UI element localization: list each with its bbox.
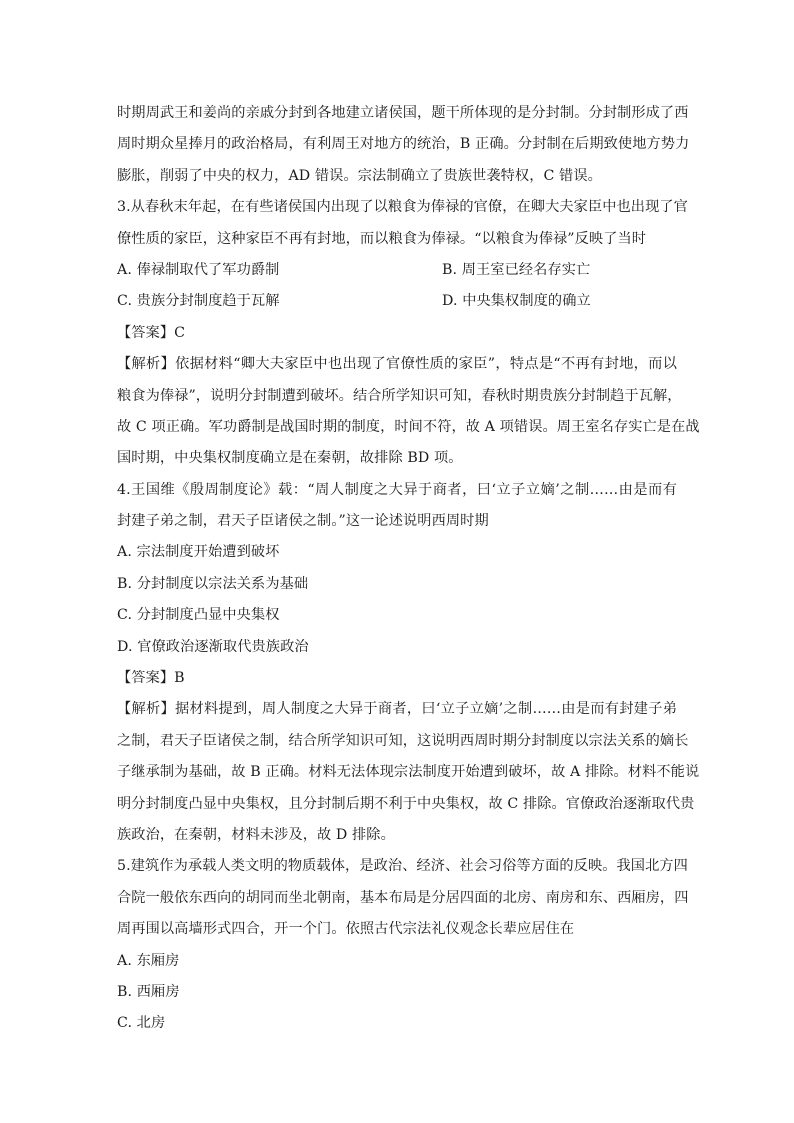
- q5-option-a: A. 东厢房: [117, 952, 180, 969]
- q4-stem-line-1: 4.王国维《殷周制度论》载：“周人制度之大异于商者，曰‘立子立嫡’之制……由是而有: [117, 481, 677, 498]
- q2-analysis-line-2: 周时期众星捧月的政治格局，有利周王对地方的统治，B 正确。分封制在后期致使地方势力: [117, 136, 690, 153]
- q3-option-d: D. 中央集权制度的确立: [442, 293, 591, 310]
- q4-stem-line-2: 封建子弟之制，君天子臣诸侯之制。”这一论述说明西周时期: [117, 513, 489, 530]
- q3-stem-line-2: 僚性质的家臣，这种家臣不再有封地，而以粮食为俸禄。“以粮食为俸禄”反映了当时: [117, 230, 647, 247]
- q4-analysis-line-3: 子继承制为基础，故 B 正确。材料无法体现宗法制度开始遭到破坏，故 A 排除。材料不能说: [117, 764, 700, 781]
- q3-analysis-line-2: 粮食为俸禄”，说明分封制遭到破坏。结合所学知识可知，春秋时期贵族分封制趋于瓦解，: [117, 387, 682, 404]
- q5-stem-line-2: 合院一般依东西向的胡同而坐北朝南，基本布局是分居四面的北房、南房和东、西厢房，四: [117, 889, 689, 906]
- q3-analysis-line-4: 国时期，中央集权制度确立是在秦朝，故排除 BD 项。: [117, 450, 463, 467]
- q3-analysis-line-1: 【解析】依据材料“卿大夫家臣中也出现了官僚性质的家臣”，特点是“不再有封地，而以: [117, 356, 677, 373]
- q2-analysis-line-1: 时期周武王和姜尚的亲戚分封到各地建立诸侯国，题干所体现的是分封制。分封制形成了西: [117, 105, 689, 121]
- document-content: [117, 98, 700, 1040]
- q4-analysis-line-5: 族政治，在秦朝，材料未涉及，故 D 排除。: [117, 826, 395, 843]
- q3-options-row-2: [117, 286, 677, 317]
- q4-option-b: B. 分封制度以宗法关系为基础: [117, 575, 309, 592]
- q5-option-c: C. 北房: [117, 1015, 166, 1032]
- q3-analysis-line-3: 故 C 项正确。军功爵制是战国时期的制度，时间不符，故 A 项错误。周王室名存实亡是在战: [117, 418, 700, 435]
- q4-option-d: D. 官僚政治逐渐取代贵族政治: [117, 638, 309, 655]
- q2-analysis-line-3: 膨胀，削弱了中央的权力，AD 错误。宗法制确立了贵族世袭特权，C 错误。: [117, 167, 602, 184]
- q4-analysis-line-1: 【解析】据材料提到，周人制度之大异于商者，曰‘立子立嫡’之制……由是而有封建子弟: [117, 701, 677, 718]
- q3-option-c: C. 贵族分封制度趋于瓦解: [117, 293, 280, 310]
- q3-options-row-1: [117, 255, 677, 286]
- q5-option-b: B. 西厢房: [117, 983, 180, 1000]
- q5-stem-line-1: 5.建筑作为承载人类文明的物质载体，是政治、经济、社会习俗等方面的反映。我国北方四: [117, 858, 688, 875]
- q4-analysis-line-4: 明分封制度凸显中央集权，且分封制后期不利于中央集权，故 C 排除。官僚政治逐渐取代贵: [117, 795, 695, 812]
- q3-option-a: A. 俸禄制取代了军功爵制: [117, 261, 280, 278]
- q3-option-b: B. 周王室已经名存实亡: [442, 261, 591, 278]
- q4-analysis-line-2: 之制，君天子臣诸侯之制，结合所学知识可知，这说明西周时期分封制度以宗法关系的嫡长: [117, 732, 689, 749]
- q3-stem-line-1: 3.从春秋末年起，在有些诸侯国内出现了以粮食为俸禄的官僚，在卿大夫家臣中也出现了官: [117, 199, 688, 216]
- q4-option-a: A. 宗法制度开始遭到破坏: [117, 544, 280, 561]
- q4-answer: 【答案】B: [117, 670, 185, 687]
- q3-answer: 【答案】C: [117, 324, 186, 341]
- q5-stem-line-3: 周再围以高墙形式四合，开一个门。依照古代宗法礼仪观念长辈应居住在: [117, 921, 575, 938]
- q4-option-c: C. 分封制度凸显中央集权: [117, 607, 280, 624]
